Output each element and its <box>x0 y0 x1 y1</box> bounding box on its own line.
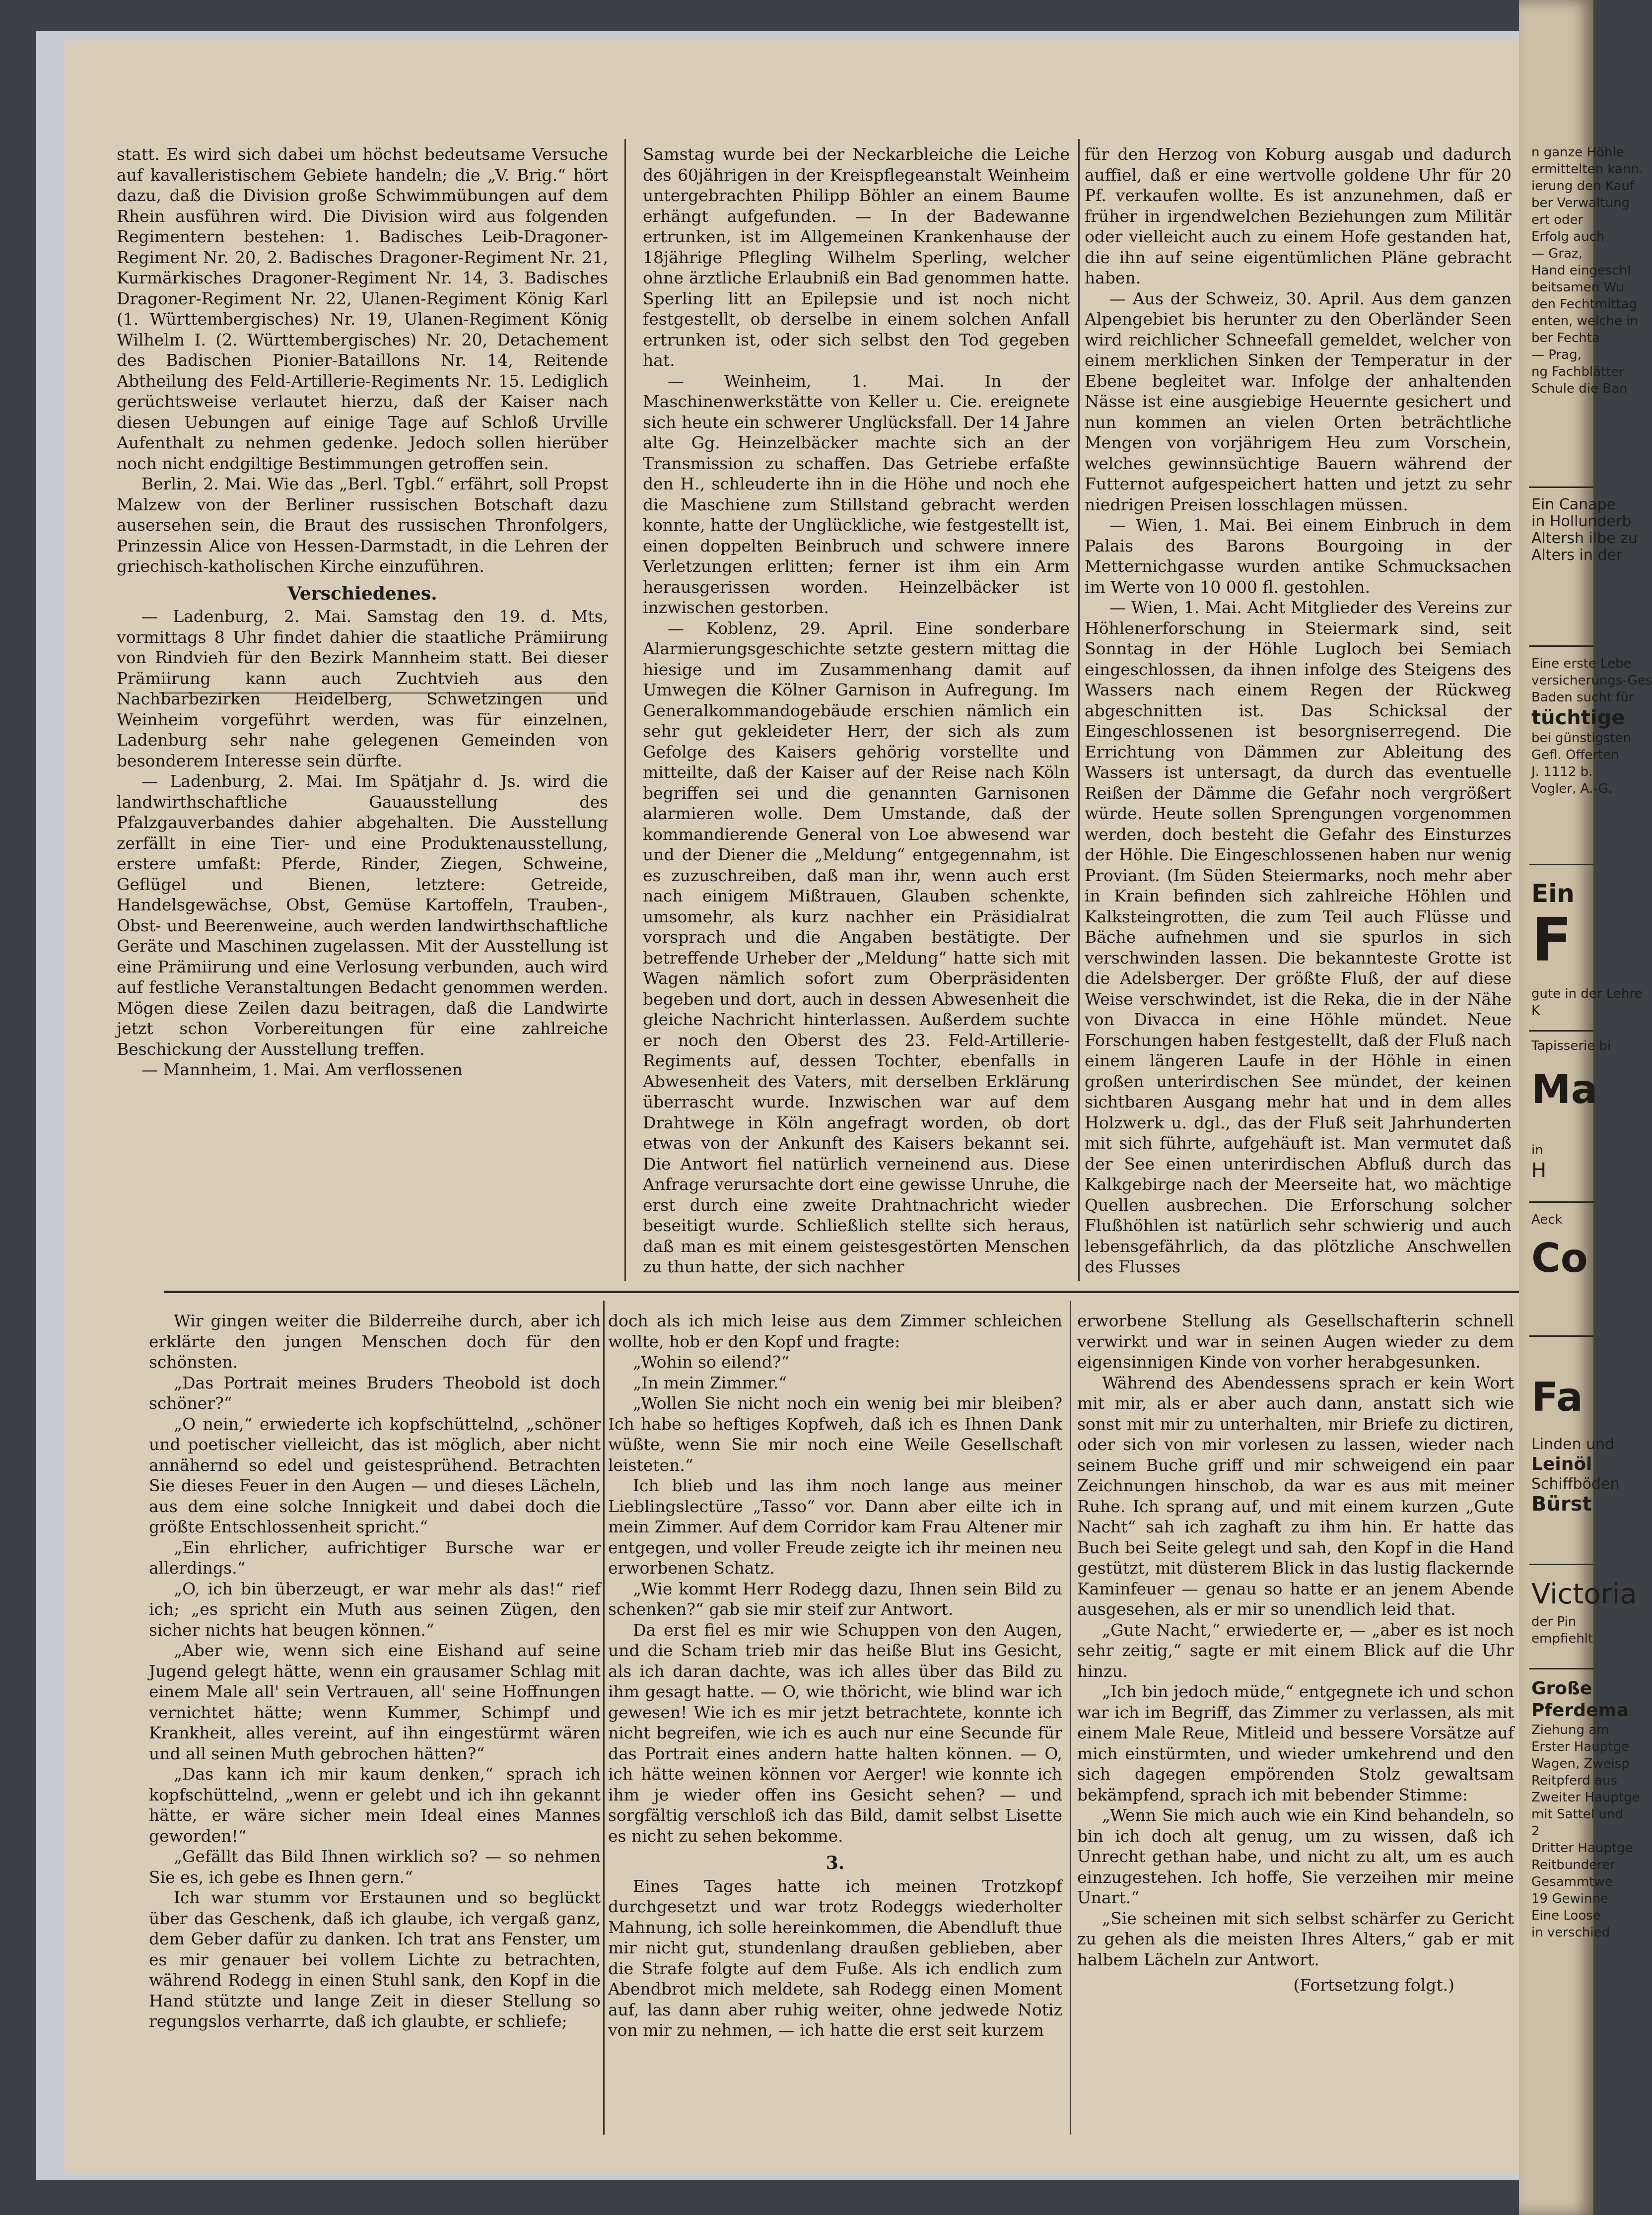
article-column-1 <box>117 144 608 1253</box>
ad-rule <box>1529 645 1593 647</box>
strip-line: Erster Hauptge <box>1531 1739 1629 1754</box>
serial-column-3 <box>1077 1311 1514 2130</box>
paragraph: „Das kann ich mir kaum denken,“ sprach ich kopfschüttelnd, „wenn er gelebt und ich ihn gekannt hätte, er wäre sicher mein Ideal eines Mannes geworden!“ <box>149 1764 601 1846</box>
strip-line: versicherungs-Ges <box>1531 673 1652 688</box>
strip-line: n ganze Höhle <box>1531 145 1624 160</box>
paragraph: Berlin, 2. Mai. Wie das „Berl. Tgbl.“ erfährt, soll Propst Malzew von der Berliner russischen Botschaft dazu ausersehen sein, die Braut des russischen Thronfolgers, Prinzessin Alice von Hessen-Darmstadt, in die Lehren der griechisch-katholischen Kirche einzuführen. <box>117 474 608 576</box>
section-divider <box>164 1291 1524 1293</box>
paragraph: Während des Abendessens sprach er kein Wort mit mir, als er aber auch dann, anstatt sich wie sonst mit mir zu unterhalten, mir Briefe zu dictiren, oder sich von mir vorlesen zu lassen, wieder nach seinem Buche griff und mir schweigend ein paar Zeichnungen hinschob, da war es aus mit meiner Ruhe. Ich sprang auf, und mit einem kurzen „Gute Nacht“ sah ich zaghaft zu ihm hin. Er hatte das Buch bei Seite gelegt und sah, den Kopf in die Hand gestützt, mit düsterem Blick in das lustig flackernde Kaminfeuer — genau so hatte er an jenem Abende ausgesehen, als er mir so unendlich leid that. <box>1077 1373 1514 1619</box>
strip-line: Reitpferd aus <box>1531 1773 1617 1788</box>
strip-line: Wagen, Zweisp <box>1531 1756 1630 1771</box>
strip-line: — Prag, <box>1531 347 1582 362</box>
paragraph: „Das Portrait meines Bruders Theobold ist doch schöner?“ <box>149 1373 601 1413</box>
paragraph: Ich war stumm vor Erstaunen und so beglückt über das Geschenk, daß ich glaube, ich vergaß ganz, dem Geber dafür zu danken. Ich trat ans Fenster, um es mir genauer bei vollem Lichte zu betrachten, während Rodegg in einen Stuhl sank, den Kopf in die Hand stützte und lange Zeit in dieser Stellung so regungslos verharrte, daß ich glaubte, er schliefe; <box>149 1888 601 2031</box>
chapter-number: 3. <box>826 1853 845 1873</box>
strip-line: Linden und <box>1531 1436 1615 1453</box>
ad-rule <box>1529 1030 1593 1032</box>
column-rule-1 <box>624 139 626 1281</box>
strip-line: K <box>1531 1003 1540 1018</box>
strip-line: ierung den Kauf <box>1531 179 1635 194</box>
paragraph: für den Herzog von Koburg ausgab und dadurch auffiel, daß er eine wertvolle goldene Uhr für 20 Pf. verkaufen wollte. Es ist anzunehmen, daß er früher in irgendwelchen Beziehungen zum Militär oder vielleicht auch zu einem Hofe gestanden hat, die ihn auf seine eigentümlichen Pläne gebracht haben. <box>1085 144 1512 287</box>
paragraph: „Ein ehrlicher, aufrichtiger Bursche war er allerdings.“ <box>149 1537 601 1578</box>
strip-line: — Graz, <box>1531 246 1583 261</box>
to-be-continued-note: (Fortsetzung folgt.) <box>1293 1975 1454 1995</box>
section-heading: Verschiedenes. <box>287 583 437 604</box>
adjacent-ad-3-detail <box>1531 985 1643 1019</box>
column-rule-3 <box>603 1301 605 2135</box>
serial-column-1 <box>149 1311 601 2130</box>
strip-line: enten, welche in <box>1531 314 1638 329</box>
strip-line: Gesammtwe <box>1531 1874 1613 1889</box>
strip-line: ber Verwaltung <box>1531 196 1630 210</box>
strip-line: Große <box>1531 1678 1592 1699</box>
paragraph: „Wollen Sie nicht noch ein wenig bei mir bleiben? Ich habe so heftiges Kopfweh, daß ich es Ihnen Dank wüßte, wenn Sie mir noch eine Weile Gesellschaft leisteten.“ <box>608 1393 1062 1475</box>
strip-line: Ma <box>1531 1066 1598 1112</box>
strip-line: den Fechtmittag <box>1531 297 1638 312</box>
adjacent-ad-6 <box>1531 1435 1620 1516</box>
strip-line: Schule die Ban <box>1531 381 1628 396</box>
adjacent-ad-5-title <box>1531 1236 1593 1281</box>
strip-line: ng Fachblätter <box>1531 364 1625 379</box>
paragraph: — Weinheim, 1. Mai. In der Maschinenwerkstätte von Keller u. Cie. ereignete sich heute ein schwerer Unglücksfall. Der 14 Jahre alte Gg. Heinzelbäcker machte sich an der Transmission zu schaffen. Das Getriebe erfaßte den H., schleuderte ihn in die Höhe und noch ehe die Maschiene zum Stillstand gebracht werden konnte, hatte der Unglückliche, wie festgestellt ist, einen doppelten Beinbruch und schwere innere Verletzungen erlitten; ferner ist ihm ein Arm herausgerissen worden. Heinzelbäcker ist inzwischen gestorben. <box>643 371 1070 617</box>
ad-rule <box>1529 1668 1593 1669</box>
adjacent-ad-6-title <box>1531 1375 1593 1420</box>
adjacent-ad-3 <box>1531 879 1593 973</box>
strip-line: Schiffböden <box>1531 1475 1620 1493</box>
ad-rule <box>1529 864 1593 865</box>
strip-line: Eine Loose <box>1531 1908 1601 1923</box>
paragraph: — Koblenz, 29. April. Eine sonderbare Alarmierungsgeschichte setzte gestern mittag die hiesige und im Zusammenhang damit auf Umwegen die Kölner Garnison in Aufregung. Im Generalkommandogebäude erschien nämlich ein sehr gut gekleideter Herr, der sich als zum Gefolge des Kaisers gehörig vorstellte und mitteilte, daß der Kaiser auf der Reise nach Köln begriffen sei und die genannten Garnisonen alarmieren wolle. Dem Umstande, daß der kommandierende General von Loe abwesend war und der Diener die „Meldung“ entgegennahm, ist es zuzuschreiben, daß man ihr, wenn auch erst nach einigem Mißtrauen, Glauben schenkte, umsomehr, als kurz nachher ein Präsidialrat vorsprach und die Angaben bestätigte. Der betreffende Urheber der „Meldung“ hatte sich mit Wagen nämlich sofort zum Oberpräsidenten begeben und dort, auch in dessen Abwesenheit die gleiche Nachricht hinterlassen. Außerdem suchte er noch den Oberst des 23. Feld-Artillerie-Regiments auf, dessen Tochter, ebenfalls in Abwesenheit des Vaters, mit derselben Erklärung überrascht wurde. Inzwischen war auf dem Drahtwege in Köln angefragt worden, ob dort etwas von der Ankunft des Kaisers bekannt sei. Die Antwort fiel natürlich verneinend aus. Diese Anfrage verursachte dort eine gewisse Unruhe, die erst durch eine zweite Drahtnachricht wieder beseitigt wurde. Schließlich stellte sich heraus, daß man es mit einem geistesgestörten Menschen zu thun hatte, der sich nachher <box>643 618 1070 1276</box>
paragraph: — Wien, 1. Mai. Bei einem Einbruch in dem Palais des Barons Bourgoing in der Metternichgasse wurden antike Schmucksachen im Werte von 10 000 fl. gestohlen. <box>1085 515 1512 597</box>
ad-rule <box>1529 1335 1593 1337</box>
strip-line: Victoria <box>1531 1578 1637 1610</box>
strip-line: H <box>1531 1159 1547 1182</box>
ad-rule <box>1529 486 1593 488</box>
paragraph: „In mein Zimmer.“ <box>633 1373 787 1392</box>
paragraph: — Ladenburg, 2. Mai. Samstag den 19. d. Mts, vormittags 8 Uhr findet dahier die staatliche Prämiirung von Rindvieh für den Bezirk Mannheim statt. Bei dieser Prämiirung kann auch Zuchtvieh aus den Nachbarbezirken Heidelberg, Schwetzingen und Weinheim vorgeführt werden, was für einzelnen, Ladenburg sehr nahe gelegenen Gemeinden von besonderem Interesse sein dürfte. <box>117 607 608 770</box>
adjacent-ad-2 <box>1531 655 1652 797</box>
strip-line: 19 Gewinne <box>1531 1891 1608 1906</box>
article-column-2 <box>643 144 1070 1286</box>
paragraph: „Wenn Sie mich auch wie ein Kind behandeln, so bin ich doch alt genug, um zu wissen, daß ich Unrecht gethan habe, und nicht zu alt, um es auch einzugestehen. Ich hoffe, Sie verzeihen mir meine Unart.“ <box>1077 1805 1514 1907</box>
strip-line: der Pin <box>1531 1614 1577 1629</box>
paragraph: „Sie scheinen mit sich selbst schärfer zu Gericht zu gehen als die meisten Ihres Alters,“ gab er mit halbem Lächeln zur Antwort. <box>1077 1908 1514 1969</box>
paragraph: Ich blieb und las ihm noch lange aus meiner Lieblingslectüre „Tasso“ vor. Dann aber eilte ich in mein Zimmer. Auf dem Corridor kam Frau Altener mir entgegen, und voller Freude zeigte ich ihr meinen neu erworbenen Schatz. <box>608 1476 1062 1578</box>
paragraph: „O, ich bin überzeugt, er war mehr als das!“ rief ich; „es spricht ein Muth aus seinen Zügen, den sicher nichts hat beugen können.“ <box>149 1579 601 1640</box>
ad-rule <box>1529 1564 1593 1565</box>
strip-line: tüchtige <box>1531 706 1625 729</box>
strip-line: Tapisserie bi <box>1531 1038 1611 1053</box>
strip-line: ber Fechta <box>1531 331 1600 346</box>
strip-line: in verschied <box>1531 1925 1610 1940</box>
paragraph: — Mannheim, 1. Mai. Am verflossenen <box>141 1060 463 1079</box>
paragraph: „O nein,“ erwiederte ich kopfschüttelnd, „schöner und poetischer vielleicht, das ist möglich, aber nicht annähernd so edel und geistesprühend. Betrachten Sie dieses Feuer in den Augen — und dieses Lächeln, aus dem eine solche Innigkeit und dabei doch die größte Entschlossenheit spricht.“ <box>149 1414 601 1536</box>
strip-line: ermittelten kann. <box>1531 162 1644 177</box>
paragraph: statt. Es wird sich dabei um höchst bedeutsame Versuche auf kavalleristischem Gebiete handeln; die „V. Brig.“ hört dazu, daß die Division große Schwimmübungen auf dem Rhein ausführen wird. Die Division wird aus folgenden Regimentern bestehen: 1. Badisches Leib-Dragoner-Regiment Nr. 20, 2. Badisches Dragoner-Regiment Nr. 21, Kurmärkisches Dragoner-Regiment Nr. 14, 3. Badisches Dragoner-Regiment Nr. 22, Ulanen-Regiment König Karl (1. Württembergisches) Nr. 19, Ulanen-Regiment König Wilhelm I. (2. Württembergisches) Nr. 20, Detachement des Badischen Pionier-Bataillons Nr. 14, Reitende Abtheilung des Feld-Artillerie-Regiments Nr. 15. Lediglich gerüchtsweise verlautet hierzu, daß der Kaiser nach diesen Uebungen auf einige Tage auf Schloß Urville Aufenthalt zu nehmen gedenke. Jedoch sollen hierüber noch nicht endgiltige Bestimmungen getroffen sein. <box>117 144 608 473</box>
column-rule-2 <box>1078 139 1080 1281</box>
strip-line: Reitbunderer <box>1531 1858 1616 1872</box>
paragraph: — Wien, 1. Mai. Acht Mitglieder des Vereins zur Höhlenerforschung in Steiermark sind, seit Sonntag in der Höhle Lugloch bei Semiach eingeschlossen, da ihnen infolge des Steigens des Wassers nach einem Regen der Rückweg abgeschnitten ist. Das Schicksal der Eingeschlossenen ist besorgniserregend. Die Errichtung von Dämmen zur Ableitung des Wassers ist untersagt, da durch das eventuelle Reißen der Dämme die Gefahr noch vergrößert würde. Heute sollen Sprengungen vorgenommen werden, doch besteht die Gefahr des Einsturzes der Höhle. Die Eingeschlossenen haben nur wenig Proviant. (Im Süden Steiermarks, noch mehr aber in Krain befinden sich zahlreiche Höhlen und Kalksteingrotten, die zum Teil auch Flüsse und Bäche aufnehmen und sie spurlos in sich verschwinden lassen. Die bekannteste Grotte ist die Adelsberger. Der größte Fluß, der auf diese Weise verschwindet, ist die Reka, die in der Nähe von Divacca in eine Höhle mündet. Neue Forschungen haben festgestellt, daß der Fluß nach einem längeren Laufe in der Höhle in einen großen unterirdischen See mündet, der keinen sichtbaren Ausgang mehr hat und in dem alles Holzwerk u. dgl., das der Fluß seit Jahrhunderten mit sich führte, aufgehäuft ist. Man vermutet daß der See einen unterirdischen Abfluß durch das Kalkgebirge nach der Meerseite hat, wo mächtige Quellen ausbrechen. Die Erforschung solcher Flußhöhlen ist natürlich sehr schwierig und auch lebensgefährlich, da das plötzliche Anschwellen des Flusses <box>1085 598 1512 1276</box>
adjacent-ad-1 <box>1531 496 1638 564</box>
strip-line: Gefl. Offerten <box>1531 748 1619 762</box>
paragraph: erworbene Stellung als Gesellschafterin schnell verwirkt und war in seinen Augen wieder zu dem eigensinnigen Kinde von vorher herabgesunken. <box>1077 1311 1514 1372</box>
strip-line: in <box>1531 1143 1543 1158</box>
strip-line: Eine erste Lebe <box>1531 656 1632 671</box>
adjacent-ad-8 <box>1531 1678 1640 1941</box>
paragraph: Samstag wurde bei der Neckarbleiche die Leiche des 60jährigen in der Kreispflegeanstalt Weinheim untergebrachten Philipp Böhler an einem Baume erhängt aufgefunden. — In der Badewanne ertrunken, ist im Allgemeinen Krankenhause der 18jährige Pflegling Wilhelm Sperling, welcher ohne ärztliche Erlaubniß ein Bad genommen hatte. Sperling litt an Epilepsie und ist noch nicht festgestellt, ob derselbe in einem solchen Anfall ertrunken ist, oder sich selbst den Tod gegeben hat. <box>643 144 1070 370</box>
adjacent-ad-4-title <box>1531 1066 1598 1112</box>
strip-line: Ziehung am <box>1531 1723 1609 1737</box>
paragraph: Eines Tages hatte ich meinen Trotzkopf durchgesetzt und war trotz Rodeggs wiederholter Mahnung, ich solle hereinkommen, die Abendluft thue mir nicht gut, stundenlang draußen geblieben, aber die Strafe folgte auf dem Fuße. Als ich endlich zum Abendbrot mich meldete, sah Rodegg einen Moment auf, las dann aber ruhig weiter, ohne jedwede Notiz von mir zu nehmen, — ich hatte die erst seit kurzem <box>608 1876 1062 2040</box>
strip-line: in Hollunderb <box>1531 513 1632 530</box>
paragraph: „Wohin so eilend?“ <box>633 1352 790 1372</box>
ad-rule <box>1529 1201 1593 1203</box>
strip-line: Hand eingeschl <box>1531 263 1631 278</box>
strip-line: bei günstigsten <box>1531 731 1632 746</box>
adjacent-ad-4-detail <box>1531 1142 1593 1182</box>
strip-line: Altersh ilbe zu <box>1531 530 1638 547</box>
adjacent-ad-7 <box>1531 1613 1593 1647</box>
strip-line: Vogler, A.-G. <box>1531 781 1612 796</box>
paragraph: „Gefällt das Bild Ihnen wirklich so? — so nehmen Sie es, ich gebe es Ihnen gern.“ <box>149 1847 601 1887</box>
strip-line: Fa <box>1531 1374 1583 1420</box>
paragraph: „Aber wie, wenn sich eine Eishand auf seine Jugend gelegt hätte, wenn ein grausamer Schlag mit einem Male all' sein Vertrauen, all' seine Hoffnungen vernichtet hätte; wenn Kummer, Schimpf und Krankheit, alles vereint, auf ihn eingestürmt wären und all seinen Muth gebrochen hätten?“ <box>149 1641 601 1763</box>
paragraph: Wir gingen weiter die Bilderreihe durch, aber ich erklärte den jungen Menschen doch für den schönsten. <box>149 1311 601 1372</box>
article-column-3 <box>1085 144 1512 1281</box>
strip-line: Pferdema <box>1531 1700 1629 1721</box>
strip-line: beitsamen Wu <box>1531 280 1624 295</box>
strip-line: Baden sucht für <box>1531 690 1634 705</box>
strip-line: ert oder <box>1531 212 1583 227</box>
strip-line: Zweiter Hauptge <box>1531 1790 1640 1805</box>
adjacent-ad-4 <box>1531 1038 1611 1054</box>
serial-column-2 <box>608 1311 1062 2130</box>
strip-line: Erfolg auch <box>1531 229 1605 244</box>
strip-line: 2 <box>1531 1824 1540 1839</box>
paragraph: „Ich bin jedoch müde,“ entgegnete ich und schon war ich im Begriff, das Zimmer zu verlassen, als mit einem Male Reue, Mitleid und bessere Vorsätze auf mich einstürmten, und wieder umkehrend und den sich dagegen empörenden Stolz gewaltsam bekämpfend, sprach ich mit bebender Stimme: <box>1077 1682 1514 1804</box>
strip-line: Aeck <box>1531 1212 1563 1227</box>
paragraph: — Ladenburg, 2. Mai. Im Spätjahr d. Js. wird die landwirthschaftliche Gauausstellung des Pfalzgauverbandes dahier abgehalten. Die Ausstellung zerfällt in eine Tier- und eine Produktenausstellung, erstere umfaßt: Pferde, Rinder, Ziegen, Schweine, Geflügel und Bienen, letztere: Getreide, Handelsgewächse, Obst, Gemüse Kartoffeln, Trauben-, Obst- und Beerenweine, auch werden landwirthschaftliche Geräte und Maschinen zugelassen. Mit der Ausstellung ist eine Prämiirung und eine Verlosung verbunden, auch wird auf festliche Veranstaltungen Bedacht genommen werden. Mögen diese Zeilen dazu beitragen, daß die Landwirte jetzt schon Vorbereitungen für eine zahlreiche Beschickung der Ausstellung treffen. <box>117 771 608 1059</box>
strip-line: Dritter Hauptge <box>1531 1841 1633 1856</box>
strip-line: Ein Canape <box>1531 496 1616 513</box>
strip-line: Leinöl <box>1531 1454 1592 1474</box>
strip-line: Bürst <box>1531 1493 1592 1516</box>
paragraph: „Gute Nacht,“ erwiederte er, — „aber es ist noch sehr zeitig,“ sagte er mit einem Blick auf die Uhr hinzu. <box>1077 1620 1514 1681</box>
strip-line: Alters in der <box>1531 547 1623 564</box>
adjacent-ad-7-title <box>1531 1578 1637 1610</box>
strip-line: mit Sattel und <box>1531 1807 1623 1822</box>
strip-line: Ein <box>1531 879 1575 908</box>
paragraph: Da erst fiel es mir wie Schuppen von den Augen, und die Scham trieb mir das heiße Blut ins Gesicht, als ich daran dachte, was ich alles über das Bild zu ihm gesagt hatte. — O, wie thöricht, wie blind war ich gewesen! Wie ich es mir jetzt betrachtete, konnte ich nicht begreifen, wie ich es auch nur eine Secunde für das Portrait eines andern hatte halten können. — O, ich hätte weinen können vor Aerger! wie konnte ich ihm je wieder offen ins Gesicht sehen? — und sorgfältig verschloß ich das Bild, damit selbst Lisette es nicht zu sehen bekomme. <box>608 1620 1062 1846</box>
strip-line: empfiehlt <box>1531 1631 1593 1646</box>
adjacent-text-block <box>1531 144 1644 397</box>
adjacent-ad-5 <box>1531 1211 1593 1228</box>
column-rule-4 <box>1070 1301 1071 2135</box>
strip-line: Co <box>1531 1235 1588 1281</box>
strip-line: F <box>1531 906 1572 975</box>
paragraph: doch als ich mich leise aus dem Zimmer schleichen wollte, hob er den Kopf und fragte: <box>608 1311 1062 1351</box>
paragraph: „Wie kommt Herr Rodegg dazu, Ihnen sein Bild zu schenken?“ gab sie mir steif zur Antwort. <box>608 1579 1062 1619</box>
strip-line: gute in der Lehre <box>1531 986 1643 1001</box>
paragraph: — Aus der Schweiz, 30. April. Aus dem ganzen Alpengebiet bis herunter zu den Oberländer Seen wird reichlicher Schneefall gemeldet, welcher von einem merklichen Sinken der Temperatur in der Ebene begleitet war. Infolge der anhaltenden Nässe ist eine ausgiebige Heuernte gesichert und nun kommen an vielen Orten beträchtliche Mengen von vorjährigem Heu zum Vorschein, welches gewinnsüchtige Bauern während der Futternot aufgespeichert hatten und jetzt zu sehr niedrigen Preisen losschlagen müssen. <box>1085 288 1512 514</box>
strip-line: J. 1112 b. <box>1531 764 1593 779</box>
